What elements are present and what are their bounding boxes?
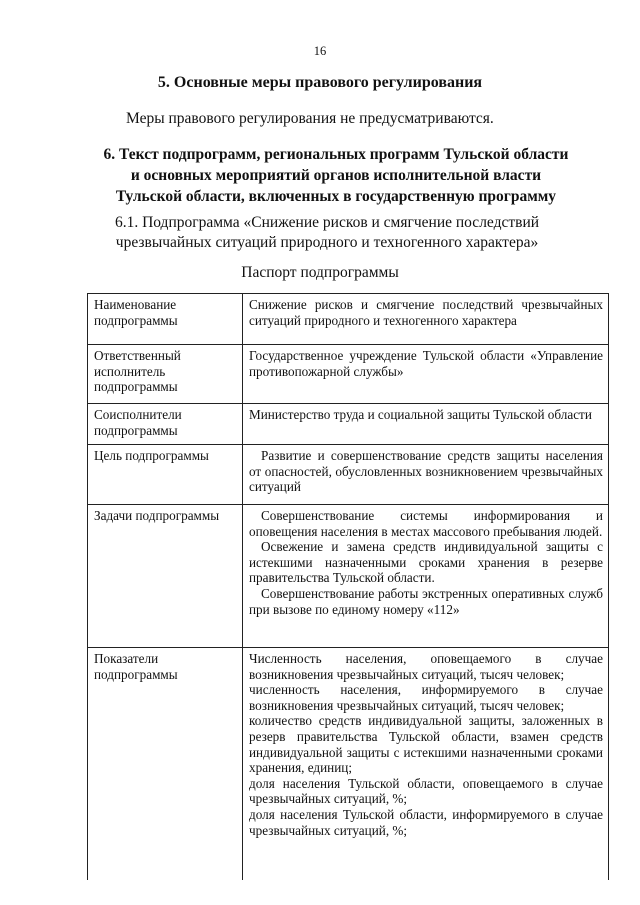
table-row: [88, 445, 609, 505]
passport-table: [87, 293, 609, 880]
row-value-text: Численность населения, оповещаемого в случае возникновения чрезвычайных ситуаций, тысяч человек;: [249, 651, 603, 682]
section-6-heading-line: 6. Текст подпрограмм, региональных программ Тульской области: [103, 146, 569, 163]
passport-title: Паспорт подпрограммы: [241, 264, 399, 281]
section-6-heading-line: Тульской области, включенных в государственную программу: [115, 188, 557, 205]
row-value-text: доля населения Тульской области, оповещаемого в случае чрезвычайных ситуаций, %;: [249, 775, 603, 807]
row-value: [243, 648, 609, 881]
row-value: [243, 404, 609, 445]
row-value-text: доля населения Тульской области, информируемого в случае чрезвычайных ситуаций, %;: [249, 806, 603, 838]
row-value-text: Государственное учреждение Тульской области «Управление противопожарной службы»: [249, 348, 603, 379]
row-label: Соисполнители подпрограммы: [88, 404, 243, 445]
section-5-heading: 5. Основные меры правового регулирования: [157, 74, 483, 91]
row-value: [243, 445, 609, 505]
row-label: Показатели подпрограммы: [88, 648, 243, 881]
row-value-text: Снижение рисков и смягчение последствий чрезвычайных ситуаций природного и техногенного характера: [249, 297, 603, 328]
table-row: [88, 505, 609, 648]
section-6-heading-line: и основных мероприятий органов исполнительной власти: [130, 167, 542, 184]
section-5-text: Меры правового регулирования не предусматриваются.: [126, 110, 494, 127]
row-value-text: численность населения, информируемого в случае возникновения чрезвычайных ситуаций, тысяч человек;: [249, 682, 603, 713]
subprogram-title-line: чрезвычайных ситуаций природного и техногенного характера»: [115, 234, 539, 251]
row-label: Цель подпрограммы: [88, 445, 243, 505]
table-row: [88, 345, 609, 404]
table-row: [88, 294, 609, 345]
row-value-text: Развитие и совершенствование средств защиты населения от опасностей, обусловленных возникновением чрезвычайных ситуаций: [249, 448, 603, 495]
row-label: Наименование подпрограммы: [88, 294, 243, 345]
row-value-text: количество средств индивидуальной защиты, заложенных в резерв правительства Тульской области, взамен средств индивидуальной защиты с истекшими назначенными сроками хранения, единиц;: [249, 713, 603, 776]
page-number: 16: [313, 44, 327, 58]
subprogram-title-line: 6.1. Подпрограмма «Снижение рисков и смягчение последствий: [114, 214, 540, 231]
row-value-text: Совершенствование работы экстренных оперативных служб при вызове по единому номеру «112»: [249, 585, 603, 617]
row-value-text: Министерство труда и социальной защиты Тульской области: [249, 407, 592, 422]
subprogram-title: [112, 213, 542, 253]
row-value: [243, 345, 609, 404]
table-row: [88, 404, 609, 445]
section-6-heading: [96, 144, 576, 207]
row-value-text: Совершенствование системы информирования и оповещения населения в местах массового пребывания людей.: [249, 508, 603, 539]
row-value-text: Освежение и замена средств индивидуальной защиты с истекшими назначенными сроками хранения в резерве правительства Тульской области.: [249, 539, 603, 586]
row-label: Ответственный исполнитель подпрограммы: [88, 345, 243, 404]
row-value: [243, 505, 609, 648]
table-row: [88, 648, 609, 881]
row-label: Задачи подпрограммы: [88, 505, 243, 648]
row-value: [243, 294, 609, 345]
